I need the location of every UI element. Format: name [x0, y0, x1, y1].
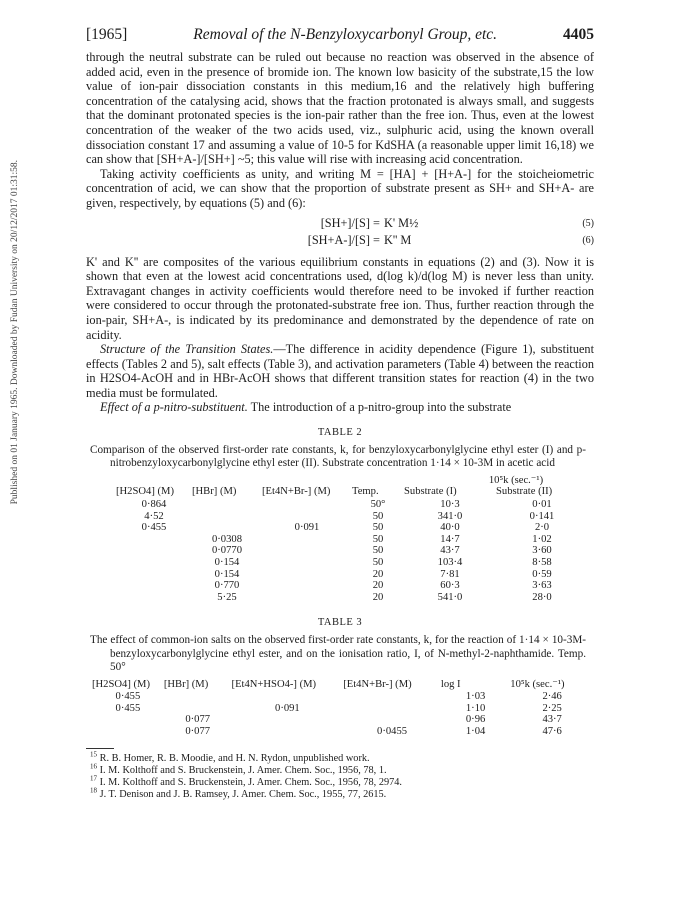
equation-5-lhs: [SH+]/[S] =: [320, 215, 380, 230]
table-2-cell: [262, 557, 352, 569]
footnote-divider: [86, 748, 114, 749]
table-2-cell: 50: [372, 545, 384, 557]
table-2-cell: [262, 499, 352, 511]
journal-page: [86, 26, 594, 801]
equation-5-rhs: K' M½: [384, 215, 419, 230]
table-2-cell: 10·3: [440, 499, 460, 511]
table-3-cell: 47·6: [542, 726, 562, 737]
table-2-header-cell: [H2SO4] (M): [116, 486, 174, 498]
table-2-row: [116, 592, 588, 604]
footnotes: [86, 750, 594, 802]
table-3-caption: TABLE 3: [317, 617, 363, 629]
equation-6: [86, 232, 594, 249]
equation-5-number: (5): [582, 217, 594, 229]
table-2-cell: 0·154: [214, 568, 240, 580]
running-header: [86, 26, 594, 44]
table-2-cell: 50: [372, 557, 384, 569]
footnote-text: I. M. Kolthoff and S. Bruckenstein, J. Amer. Chem. Soc., 1956, 78, 1.: [99, 764, 387, 776]
table-3-cell: [343, 691, 441, 703]
table-2-group-header: 10⁵k (sec.⁻¹): [488, 474, 544, 486]
table-2-cell: 0·0308: [211, 533, 242, 545]
table-3-cell: [232, 691, 344, 703]
table-2-cell: 341·0: [437, 510, 463, 522]
table-2-cell: [116, 545, 192, 557]
table-2-cell: 541·0: [437, 591, 463, 603]
table-3-cell: 0·0455: [377, 726, 408, 737]
section-heading-p-nitro: Effect of a p-nitro-substituent.: [100, 400, 248, 415]
paragraph-1: through the neutral substrate can be ruled out because no reaction was observed in the absence of added acid, even in the presence of bromide ion. The known low basicity of the substrate,15 the low value of ion-pair dissociation constants in this medium,16 and the relatively high buffering concentration of the catalysing acid, shows that the fraction protonated is always small, and suggests that the dominant protonated species is the ion-pair rather than the free ion. Thus, even at the lowest concentration of the weaker of the two acids used, viz., sulphuric acid, using the known overall dissociation constant 17 and assuming a value of 10-5 for KdSHA (a reasonable upper limit 16,18) we can show that [SH+A-]/[SH+] ~5; this value will rise with increasing acid concentration.: [86, 50, 594, 167]
table-2-row: [116, 534, 588, 546]
table-2-cell: 50: [372, 533, 384, 545]
table-2-header-cell: Temp.: [352, 486, 379, 498]
footnote-text: I. M. Kolthoff and S. Bruckenstein, J. Amer. Chem. Soc., 1956, 78, 2974.: [99, 777, 402, 788]
table-3-body: [92, 691, 594, 737]
table-2-cell: 2·0: [534, 522, 550, 534]
table-2-row: [116, 545, 588, 557]
equation-6-number: (6): [582, 234, 594, 246]
table-2-cell: 0·141: [529, 510, 555, 522]
table-2-cell: 60·3: [440, 580, 460, 592]
table-3-cell: 2·25: [542, 702, 562, 714]
table-3-cell: [164, 691, 232, 703]
table-3-cell: 0·077: [185, 714, 211, 726]
header-year: [1965]: [86, 26, 128, 43]
paragraph-4: [86, 342, 594, 400]
table-2-cell: 3·60: [532, 545, 552, 557]
table-2-row: [116, 557, 588, 569]
table-2-cell: 1·02: [532, 533, 552, 545]
table-3-cell: 1·03: [465, 691, 486, 703]
table-2-cell: 0·0770: [211, 545, 242, 557]
table-2-cell: [116, 534, 192, 546]
table-2-cell: 50: [372, 522, 384, 534]
table-2-cell: [116, 569, 192, 581]
paragraph-5-text: The introduction of a p-nitro-group into the substrate: [247, 400, 512, 415]
paragraph-4-text: —The difference in acidity dependence (Figure 1), substituent effects (Tables 2 and 5), salt effects (Table 3), and activation parameters (Table 4) between the reaction in H2SO4-AcOH and in HBr-AcOH shows that different transition states for reaction (4) in the two media must be formulated.: [86, 342, 594, 400]
table-2-cell: [262, 569, 352, 581]
table-2-cell: [192, 511, 262, 523]
footnote: [86, 762, 594, 777]
footnote-text: J. T. Denison and J. B. Ramsey, J. Amer. Chem. Soc., 1955, 77, 2615.: [99, 789, 387, 801]
paragraph-2: Taking activity coefficients as unity, and writing M = [HA] + [H+A-] for the stoicheiometric concentration of acid, we can show that the proportion of substrate present as SH+ and SH+A- are given, respectively, by equations (5) and (6):: [86, 166, 594, 210]
footnote-number: 18: [90, 786, 97, 795]
table-3-cell: [92, 714, 164, 726]
table-3-cell: 0·96: [465, 714, 486, 726]
footnote-text: R. B. Homer, R. B. Moodie, and H. N. Rydon, unpublished work.: [99, 752, 370, 764]
table-3-row: [92, 726, 594, 738]
table-2-cell: 20: [372, 580, 384, 592]
download-watermark: [2, 160, 20, 620]
table-2-cell: 14·7: [440, 533, 460, 545]
paragraph-5: [86, 400, 594, 415]
table-2-cell: 0·770: [214, 580, 240, 592]
table-2-cell: 0·091: [294, 522, 320, 534]
table-2-cell: 8·58: [532, 557, 552, 569]
table-3-cell: 0·091: [275, 702, 300, 714]
table-2: [116, 475, 588, 604]
table-2-cell: [262, 580, 352, 592]
table-2-header-cell: [Et4N+Br-] (M): [262, 486, 331, 498]
table-2-row: [116, 569, 588, 581]
paragraph-3: K' and K'' are composites of the various equilibrium constants in equations (2) and (3). Now it is shown that even at the lowest acid concentrations used, d(log k)/d(log M) is never less than unity. Extravagant changes in activity coefficients would therefore need to be invoked if further reaction were considered to occur through the protonated-substrate free ion. Thus, further reaction through the ion-pair, SH+A-, is indicated by its predominance and demonstrated by the dependence of rate on acidity.: [86, 254, 594, 342]
table-3-cell: [343, 714, 441, 726]
table-2-cell: [116, 580, 192, 592]
table-2-header-cell: [HBr] (M): [192, 486, 237, 498]
table-3-cell: 0·077: [185, 726, 211, 737]
table-2-header-cell: Substrate (I): [404, 486, 457, 498]
table-2-row: [116, 580, 588, 592]
table-3-header-cell: 10⁵k (sec.⁻¹): [510, 678, 565, 690]
table-3-cell: 2·46: [542, 691, 562, 703]
table-2-cell: 20: [372, 591, 384, 603]
table-2-cell: 40·0: [440, 522, 460, 534]
table-3-header-cell: [H2SO4] (M): [92, 678, 150, 690]
table-3-cell: [92, 726, 164, 738]
table-2-cell: 50: [372, 510, 384, 522]
table-3-cell: 0·455: [115, 702, 141, 714]
download-watermark-text: Published on 01 January 1965. Downloaded by Fudan University on 20/12/2017 01:31:58.: [10, 160, 20, 505]
table-3-cell: [164, 703, 232, 715]
table-2-cell: [262, 545, 352, 557]
table-3-cell: [232, 714, 344, 726]
table-2-cell: [262, 511, 352, 523]
table-3-cell: 1·10: [465, 702, 486, 714]
table-2-header-cell: Substrate (II): [496, 486, 553, 498]
table-3-header-row: [92, 679, 594, 692]
table-2-cell: 0·154: [214, 557, 240, 569]
table-2-cell: [262, 534, 352, 546]
header-title: Removal of the N-Benzyloxycarbonyl Group, etc.: [193, 26, 498, 43]
footnote: [86, 750, 594, 765]
table-2-cell: 0·59: [532, 568, 552, 580]
table-3-header-cell: [Et4N+Br-] (M): [343, 678, 412, 690]
table-2-cell: 28·0: [532, 591, 552, 603]
table-2-cell: 0·01: [532, 499, 552, 511]
table-3: [92, 679, 594, 738]
table-3-header-cell: [HBr] (M): [163, 678, 209, 690]
footnote-number: 17: [90, 774, 97, 783]
table-3-row: [92, 691, 594, 703]
table-2-row: [116, 499, 588, 511]
table-2-cell: 7·81: [440, 568, 460, 580]
table-2-description: Comparison of the observed first-order rate constants, k, for benzyloxycarbonylglycine ethyl ester (I) and p-nitrobenzyloxycarbonylglycine ethyl ester (II). Substrate concentration 1·14 × 10-3M in acetic acid: [90, 444, 586, 470]
table-3-row: [92, 703, 594, 715]
table-2-body: [116, 499, 588, 603]
table-2-cell: 5·25: [217, 591, 237, 603]
section-heading-transition-states: Structure of the Transition States.: [100, 342, 274, 357]
table-2-caption: TABLE 2: [317, 427, 363, 439]
table-2-cell: 103·4: [437, 557, 463, 569]
table-2-cell: [262, 592, 352, 604]
table-3-header-cell: log I: [440, 678, 461, 690]
table-3-row: [92, 714, 594, 726]
table-3-header-cell: [Et4N+HSO4-] (M): [231, 678, 317, 690]
equation-5: [86, 215, 594, 232]
table-2-cell: 0·864: [141, 499, 167, 511]
table-2-row: [116, 522, 588, 534]
footnote-number: 15: [90, 750, 97, 759]
table-2-cell: 43·7: [440, 545, 460, 557]
table-2-row: [116, 511, 588, 523]
table-3-cell: 1·04: [465, 726, 486, 737]
table-3-cell: 43·7: [542, 714, 562, 726]
footnote: [86, 774, 594, 789]
table-2-cell: [116, 557, 192, 569]
equation-6-lhs: [SH+A-]/[S] =: [307, 232, 380, 247]
footnote-number: 16: [90, 762, 97, 771]
table-2-cell: [192, 522, 262, 534]
table-3-cell: 0·455: [115, 691, 141, 703]
table-2-cell: 50°: [370, 499, 386, 511]
footnote: [86, 786, 594, 801]
table-2-cell: 3·63: [532, 580, 552, 592]
table-3-cell: [343, 703, 441, 715]
table-2-cell: [192, 499, 262, 511]
table-3-description: The effect of common-ion salts on the observed first-order rate constants, k, for the reaction of 1·14 × 10-3M-benzyloxycarbonylglycine ethyl ester, and on the ionisation ratio, I, of N-methyl-2-naphthamide. Temp. 50°: [90, 634, 586, 674]
table-2-cell: [116, 592, 192, 604]
table-3-cell: [232, 726, 344, 738]
equation-6-rhs: K'' M: [384, 232, 412, 247]
page-number: 4405: [563, 26, 594, 43]
table-2-cell: 0·455: [141, 522, 167, 534]
table-2-header-row: [116, 486, 588, 499]
table-2-cell: 4·52: [144, 510, 164, 522]
table-2-cell: 20: [372, 568, 384, 580]
